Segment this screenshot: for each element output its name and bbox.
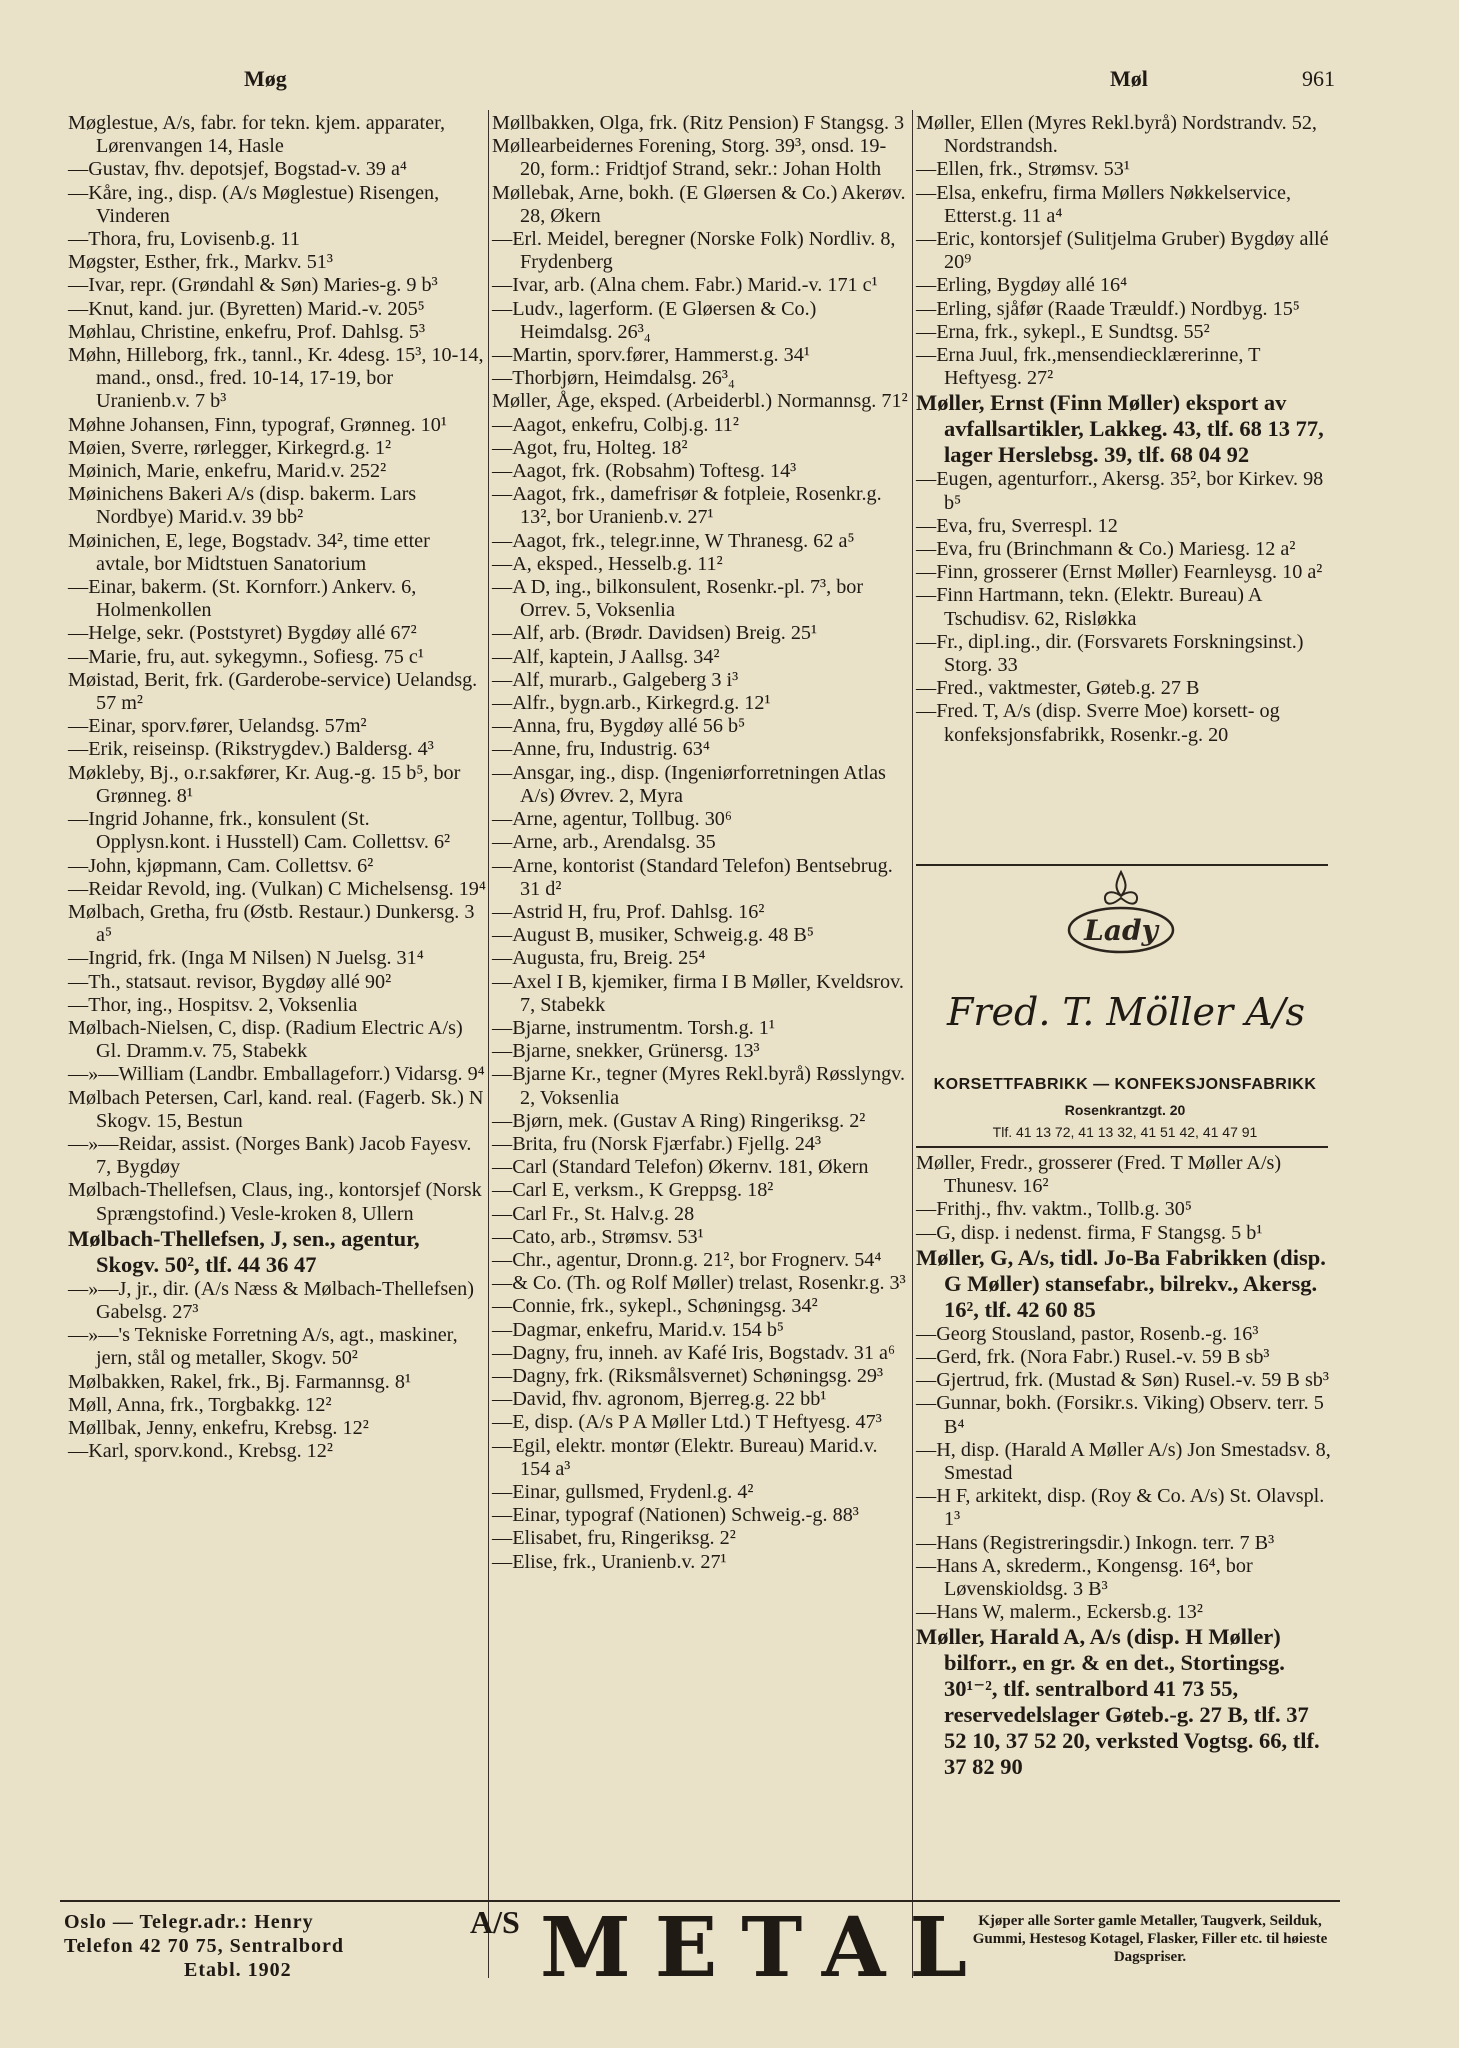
directory-entry: Møglestue, A/s, fabr. for tekn. kjem. apparater, Lørenvangen 14, Hasle [68,112,446,158]
column-divider [488,110,489,1978]
directory-entry: —Ellen, frk., Strømsv. 53¹ [916,158,1130,181]
directory-entry: —Hans (Registreringsdir.) Inkogn. terr. 7 B³ [916,1531,1275,1554]
directory-entry: Møhne Johansen, Finn, typograf, Grønneg. 10¹ [68,413,447,436]
directory-entry: —Aagot, frk., telegr.inne, W Thranesg. 62 a⁵ [492,529,855,552]
directory-entry: —Fred. T, A/s (disp. Sverre Moe) korsett- og konfeksjonsfabrikk, Rosenkr.-g. 20 [916,700,1280,746]
directory-entry: Møhlau, Christine, enkefru, Prof. Dahlsg. 5³ [68,320,426,343]
directory-entry: Møinichen, E, lege, Bogstadv. 34², time etter avtale, bor Midtstuen Sanatorium [68,529,430,575]
directory-entry: Møistad, Berit, frk. (Garderobe-service) Uelandsg. 57 m² [68,668,478,715]
directory-entry: —Dagmar, enkefru, Marid.v. 154 b⁵ [492,1318,784,1341]
directory-entry: —Thor, ing., Hospitsv. 2, Voksenlia [68,993,358,1016]
directory-entry: —Karl, sporv.kond., Krebsg. 12² [68,1440,333,1463]
directory-entry: Møller, Ellen (Myres Rekl.byrå) Nordstrandv. 52, Nordstrandsh. [916,112,1317,158]
directory-entry: —Dagny, frk. (Riksmålsvernet) Schøningsg. 29³ [492,1364,884,1387]
directory-entry: —Carl (Standard Telefon) Økernv. 181, Økern [492,1156,869,1179]
directory-entry: —Arne, arb., Arendalsg. 35 [492,831,716,854]
directory-entry: —Augusta, fru, Breig. 25⁴ [492,947,706,970]
directory-entry: Møinichens Bakeri A/s (disp. bakerm. Lars Nordbye) Marid.v. 39 bb² [68,483,417,529]
directory-entry: —Ivar, arb. (Alna chem. Fabr.) Marid.-v. 171 c¹ [492,274,878,297]
directory-entry: —Finn Hartmann, tekn. (Elektr. Bureau) A Tschudisv. 62, Risløkka [916,584,1262,630]
header-mid-keyword: Møl [1110,66,1148,91]
ad-bottom-rule [916,1146,1328,1148]
directory-entry: —Einar, typograf (Nationen) Schweig.-g. 88³ [492,1504,859,1527]
directory-entry: —Eugen, agenturforr., Akersg. 35², bor Kirkev. 98 b⁵ [916,468,1324,514]
directory-entry: —Martin, sporv.fører, Hammerst.g. 34¹ [492,344,810,367]
directory-entry: —Agot, fru, Holteg. 18² [492,436,688,459]
directory-entry: —Bjørn, mek. (Gustav A Ring) Ringeriksg. 2² [492,1109,866,1132]
directory-entry: —Knut, kand. jur. (Byretten) Marid.-v. 205⁵ [68,297,425,320]
header-left-keyword: Møg [244,66,287,91]
directory-entry: —Marie, fru, aut. sykegymn., Sofiesg. 75 c¹ [68,645,424,668]
directory-entry: —Alf, arb. (Brødr. Davidsen) Breig. 25¹ [492,622,818,645]
directory-entry: —Einar, gullsmed, Frydenl.g. 4² [492,1480,754,1503]
directory-entry: —Reidar Revold, ing. (Vulkan) C Michelsensg. 19⁴ [68,877,486,900]
ad-company-script: Fred. T. Möller A/s [947,990,1305,1034]
directory-entry: Mølbakken, Rakel, frk., Bj. Farmannsg. 8¹ [68,1370,412,1393]
directory-entry: Møien, Sverre, rørlegger, Kirkegrd.g. 1² [68,436,392,459]
column-2 [492,112,908,1574]
directory-entry: Møll, Anna, frk., Torgbakkg. 12² [68,1393,332,1416]
directory-entry: Mølbach-Nielsen, C, disp. (Radium Electric A/s) Gl. Dramm.v. 75, Stabekk [68,1016,463,1063]
directory-entry: —Gustav, fhv. depotsjef, Bogstad-v. 39 a⁴ [68,158,407,181]
directory-entry: —Erling, Bygdøy allé 16⁴ [916,274,1128,297]
directory-entry: —Astrid H, fru, Prof. Dahlsg. 16² [492,900,765,923]
directory-entry: —Bjarne Kr., tegner (Myres Rekl.byrå) Røsslyngv. 2, Voksenlia [492,1063,906,1109]
directory-entry: Møller, Ernst (Finn Møller) eksport av avfallsartikler, Lakkeg. 43, tlf. 68 13 77, lager Herslebsg. 39, tlf. 68 04 92 [916,390,1324,468]
directory-entry: —A, eksped., Hesselb.g. 11² [492,552,723,575]
directory-entry: Mølbach-Thellefsen, Claus, ing., kontorsjef (Norsk Sprængstofind.) Vesle-kroken 8, Ullern [68,1179,482,1225]
directory-entry: Møhn, Hilleborg, frk., tannl., Kr. 4desg. 15³, 10-14, mand., onsd., fred. 10-14, 17-19, bor Uranienb.v. 7 b³ [68,344,484,413]
column-1 [68,112,486,1463]
directory-entry: —Aagot, enkefru, Colbj.g. 11² [492,413,739,436]
directory-entry: —Carl E, verksm., K Greppsg. 18² [492,1179,774,1202]
directory-entry: —Elise, frk., Uranienb.v. 27¹ [492,1550,727,1573]
directory-entry: —Fr., dipl.ing., dir. (Forsvarets Forskningsinst.) Storg. 33 [916,630,1304,677]
directory-entry: —Bjarne, snekker, Grünersg. 13³ [492,1040,760,1063]
ad-address: Rosenkrantzgt. 20 [1064,1102,1186,1118]
directory-entry: —Thora, fru, Lovisenb.g. 11 [68,228,300,251]
directory-entry: —Eva, fru (Brinchmann & Co.) Mariesg. 12 a² [916,538,1296,561]
directory-entry: —»—Reidar, assist. (Norges Bank) Jacob Fayesv. 7, Bygdøy [68,1132,472,1179]
directory-entry: Mølbach, Gretha, fru (Østb. Restaur.) Dunkersg. 3 a⁵ [68,900,475,947]
footer-established: Etabl. 1902 [184,1959,292,1981]
directory-entry: —Bjarne, instrumentm. Torsh.g. 1¹ [492,1016,775,1039]
directory-entry: —Gjertrud, frk. (Mustad & Søn) Rusel.-v. 59 B sb³ [916,1369,1329,1392]
directory-entry: —Axel I B, kjemiker, firma I B Møller, Kveldsrov. 7, Stabekk [492,970,904,1016]
ad-business-line: KORSETTFABRIKK — KONFEKSJONSFABRIKK [933,1076,1317,1093]
directory-entry: —Hans W, malerm., Eckersb.g. 13² [916,1601,1203,1624]
directory-entry: —Brita, fru (Norsk Fjærfabr.) Fjellg. 24³ [492,1132,822,1155]
directory-entry: —Frithj., fhv. vaktm., Tollb.g. 30⁵ [916,1198,1192,1221]
directory-entry: —Alfr., bygn.arb., Kirkegrd.g. 12¹ [492,692,771,715]
directory-entry: Møllebak, Arne, bokh. (E Gløersen & Co.) Akerøv. 28, Økern [492,181,906,227]
directory-entry: Møller, Åge, eksped. (Arbeiderbl.) Normannsg. 71² [492,390,908,413]
directory-entry: —Ingrid Johanne, frk., konsulent (St. Opplysn.kont. i Husstell) Cam. Collettsv. 6² [68,808,451,854]
directory-entry: —Aagot, frk., damefrisør & fotpleie, Rosenkr.g. 13², bor Uranienb.v. 27¹ [492,483,882,529]
column-divider [912,110,913,1978]
directory-entry: —Finn, grosserer (Ernst Møller) Fearnleysg. 10 a² [916,561,1323,584]
directory-entry: —John, kjøpmann, Cam. Collettsv. 6² [68,854,374,877]
directory-entry: —Eva, fru, Sverrespl. 12 [916,514,1118,537]
directory-entry: —Einar, bakerm. (St. Kornforr.) Ankerv. 6, Holmenkollen [68,576,417,622]
directory-entry: —Th., statsaut. revisor, Bygdøy allé 90² [68,970,392,993]
directory-entry: —Eric, kontorsjef (Sulitjelma Gruber) Bygdøy allé 20⁹ [916,228,1329,274]
directory-entry: —Hans A, skrederm., Kongensg. 16⁴, bor Løvenskioldsg. 3 B³ [916,1554,1253,1601]
directory-entry: Møllearbeidernes Forening, Storg. 39³, onsd. 19-20, form.: Fridtjof Strand, sekr.: Johan Holth [492,135,887,181]
directory-entry: Mølbach Petersen, Carl, kand. real. (Fagerb. Sk.) N Skogv. 15, Bestun [68,1086,484,1132]
directory-entry: Møinich, Marie, enkefru, Marid.v. 252² [68,460,387,483]
directory-entry: —Erna, frk., sykepl., E Sundtsg. 55² [916,320,1210,343]
ad-top-rule [916,864,1328,866]
directory-entry: —Egil, elektr. montør (Elektr. Bureau) Marid.v. 154 a³ [492,1434,878,1480]
directory-entry: —Erl. Meidel, beregner (Norske Folk) Nordliv. 8, Frydenberg [492,228,896,274]
footer-phone: Telefon 42 70 75, Sentralbord [64,1935,344,1957]
ad-logo-text: Lady [1084,914,1158,947]
page-number: 961 [1302,66,1335,91]
directory-entry: —Georg Stousland, pastor, Rosenb.-g. 16³ [916,1322,1259,1345]
directory-entry: —Dagny, fru, inneh. av Kafé Iris, Bogstadv. 31 a⁶ [492,1341,896,1364]
directory-entry: —Thorbjørn, Heimdalsg. 26³₄ [492,367,735,390]
directory-entry: Møller, Harald A, A/s (disp. H Møller) bilforr., en gr. & en det., Stortingsg. 30¹⁻², tlf. sentralbord 41 73 55, reservedelslager Gøteb.-g. 27 B, tlf. 37 52 10, 37 52 20, verksted Vogtsg. 66, tlf. 37 82 90 [916,1624,1320,1780]
column-3-top [916,112,1336,747]
directory-entry: —Erik, reiseinsp. (Rikstrygdev.) Baldersg. 4³ [68,738,434,761]
directory-entry: —Erna Juul, frk.,mensendiecklærerinne, T Heftyesg. 27² [916,344,1261,390]
directory-entry: —Ludv., lagerform. (E Gløersen & Co.) Heimdalsg. 26³₄ [492,297,817,343]
directory-entry: —Anna, fru, Bygdøy allé 56 b⁵ [492,715,746,738]
directory-entry: —Cato, arb., Strømsv. 53¹ [492,1225,704,1248]
footer-tagline: Kjøper alle Sorter gamle Metaller, Taugverk, Seilduk, Gummi, Hestesog Kotagel, Flasker, Filler etc. til høieste Dagspriser. [972,1913,1328,1965]
directory-entry: —Arne, agentur, Tollbug. 30⁶ [492,808,732,831]
directory-entry: —A D, ing., bilkonsulent, Rosenkr.-pl. 7³, bor Orrev. 5, Voksenlia [492,576,864,622]
footer-as: A/S [470,1904,520,1940]
directory-entry: —Alf, murarb., Galgeberg 3 i³ [492,668,739,691]
directory-entry: —Fred., vaktmester, Gøteb.g. 27 B [916,677,1200,700]
directory-entry: —Ingrid, frk. (Inga M Nilsen) N Juelsg. 31⁴ [68,947,424,970]
advertisement [916,840,1336,1140]
directory-entry: —E, disp. (A/s P A Møller Ltd.) T Heftyesg. 47³ [492,1411,882,1434]
directory-entry: Møkleby, Bj., o.r.sakfører, Kr. Aug.-g. 15 b⁵, bor Grønneg. 8¹ [68,761,461,807]
directory-entry: —Elisabet, fru, Ringeriksg. 2² [492,1527,736,1550]
directory-entry: Møller, Fredr., grosserer (Fred. T Møller A/s) Thunesv. 16² [916,1152,1282,1198]
directory-entry: Møller, G, A/s, tidl. Jo-Ba Fabrikken (disp. G Møller) stansefabr., bilrekv., Akersg. 16², tlf. 42 60 85 [916,1244,1326,1322]
directory-entry: —Arne, kontorist (Standard Telefon) Bentsebrug. 31 d² [492,854,893,900]
directory-entry: —Connie, frk., sykepl., Schøningsg. 34² [492,1295,818,1318]
directory-entry: —Ansgar, ing., disp. (Ingeniørforretningen Atlas A/s) Øvrev. 2, Myra [492,761,886,807]
directory-entry: —»—'s Tekniske Forretning A/s, agt., maskiner, jern, stål og metaller, Skogv. 50² [68,1324,458,1370]
directory-entry: —Aagot, frk. (Robsahm) Toftesg. 14³ [492,460,797,483]
directory-entry: Møllbak, Jenny, enkefru, Krebsg. 12² [68,1416,369,1439]
footer-telegram: Oslo — Telegr.adr.: Henry [64,1911,314,1933]
directory-entry: —Ivar, repr. (Grøndahl & Søn) Maries-g. 9 b³ [68,274,438,297]
directory-entry: Møgster, Esther, frk., Markv. 51³ [68,251,333,274]
directory-entry: —H F, arkitekt, disp. (Roy & Co. A/s) St. Olavspl. 1³ [916,1485,1325,1531]
directory-entry: —Helge, sekr. (Poststyret) Bygdøy allé 67² [68,622,417,645]
column-3-bottom [916,1152,1336,1780]
directory-entry: —David, fhv. agronom, Bjerreg.g. 22 bb¹ [492,1388,827,1411]
directory-entry: Mølbach-Thellefsen, J, sen., agentur, Skogv. 50², tlf. 44 36 47 [68,1225,420,1277]
directory-entry: —Anne, fru, Industrig. 63⁴ [492,738,710,761]
directory-entry: —Carl Fr., St. Halv.g. 28 [492,1202,695,1225]
directory-entry: —»—J, jr., dir. (A/s Næss & Mølbach-Thellefsen) Gabelsg. 27³ [68,1277,474,1323]
directory-entry: —Elsa, enkefru, firma Møllers Nøkkelservice, Etterst.g. 11 a⁴ [916,181,1292,227]
directory-entry: —»—William (Landbr. Emballageforr.) Vidarsg. 9⁴ [68,1063,485,1086]
directory-entry: —August B, musiker, Schweig.g. 48 B⁵ [492,924,814,947]
directory-entry: —Gerd, frk. (Nora Fabr.) Rusel.-v. 59 B sb³ [916,1346,1270,1369]
footer-metal-logo: METAL [540,1900,992,1996]
directory-entry: —Erling, sjåfør (Raade Træuldf.) Nordbyg. 15⁵ [916,297,1300,320]
directory-entry: —H, disp. (Harald A Møller A/s) Jon Smestadsv. 8, Smestad [916,1438,1331,1485]
directory-entry: Møllbakken, Olga, frk. (Ritz Pension) F Stangsg. 3 [492,112,905,134]
directory-entry: —Gunnar, bokh. (Forsikr.s. Viking) Observ. terr. 5 B⁴ [916,1392,1324,1438]
directory-entry: —& Co. (Th. og Rolf Møller) trelast, Rosenkr.g. 3³ [492,1272,906,1295]
directory-entry: —Kåre, ing., disp. (A/s Møglestue) Risengen, Vinderen [68,181,440,227]
directory-entry: —G, disp. i nedenst. firma, F Stangsg. 5 b¹ [916,1221,1263,1244]
footer-contact [64,1910,484,1982]
directory-entry: —Alf, kaptein, J Aallsg. 34² [492,645,720,668]
ad-phones: Tlf. 41 13 72, 41 13 32, 41 51 42, 41 47 91 [992,1124,1258,1140]
lady-logo-icon [1066,870,1176,960]
directory-entry: —Chr., agentur, Dronn.g. 21², bor Frognerv. 54⁴ [492,1248,882,1271]
directory-entry: —Einar, sporv.fører, Uelandsg. 57m² [68,715,367,738]
